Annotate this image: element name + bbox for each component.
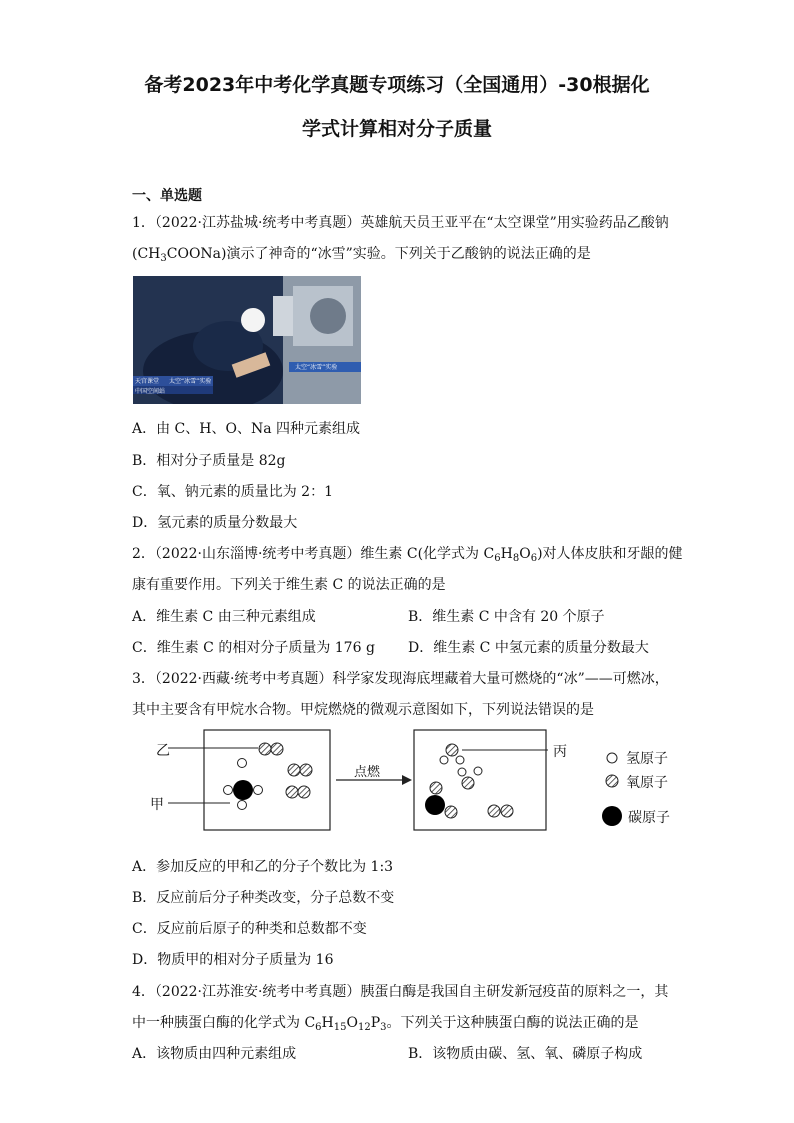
photo-caption-left2: 太空“冰雪”实验 — [169, 378, 212, 385]
legend-oxygen-label: 氧原子 — [626, 775, 668, 791]
reaction-svg — [150, 728, 690, 838]
q3-option-b: B．反应前后分子种类改变，分子总数不变 — [132, 890, 395, 906]
photo-caption-left1: 天宫课堂 — [135, 378, 160, 385]
q4-option-a: A．该物质由四种元素组成 — [132, 1046, 297, 1062]
q1-stem-line1: 1．（2022·江苏盐城·统考中考真题）英雄航天员王亚平在“太空课堂”用实验药品乙酸钠 — [132, 215, 669, 231]
photo-caption-left3: 中国空间站 — [135, 388, 166, 395]
q3-stem-line2: 其中主要含有甲烷水合物。甲烷燃烧的微观示意图如下，下列说法错误的是 — [132, 702, 594, 718]
q1-stem-line2: $(CH_3COONa)$演示了神奇的“冰雪”实验。下列关于乙酸钠的说法正确的是 — [132, 246, 591, 264]
q2-option-b: B．维生素 C 中含有 20 个原子 — [408, 609, 605, 625]
oxygen-molecule — [288, 764, 312, 776]
q2-option-a: A．维生素 C 由三种元素组成 — [132, 609, 316, 625]
q1-option-a: A．由 C、H、O、Na 四种元素组成 — [132, 421, 361, 437]
q1-photo-illustration — [133, 276, 361, 404]
legend-hydrogen-icon — [607, 753, 617, 763]
doc-title-line2: 学式计算相对分子质量 — [301, 118, 492, 140]
label-jia: 甲 — [150, 797, 164, 813]
water-molecule — [440, 744, 464, 764]
q3-stem-line1: 3．（2022·西藏·统考中考真题）科学家发现海底埋藏着大量可燃烧的“冰”——可燃冰， — [132, 671, 669, 687]
q1-option-d: D．氢元素的质量分数最大 — [132, 515, 298, 531]
label-yi: 乙 — [156, 743, 170, 759]
oxygen-molecule — [259, 743, 283, 755]
water-molecule — [458, 767, 482, 789]
product-box — [414, 730, 546, 830]
q3-option-a: A．参加反应的甲和乙的分子个数比为 1:3 — [132, 859, 394, 875]
methane-molecule — [224, 759, 263, 810]
oxygen-molecule — [488, 805, 513, 817]
section-heading: 一、单选题 — [132, 188, 202, 204]
q3-option-d: D．物质甲的相对分子质量为 16 — [132, 952, 334, 968]
carbon-dioxide-molecule — [425, 782, 457, 818]
q4-stem-line2: 中一种胰蛋白酶的化学式为 $C_6H_{15}O_{12}P_3$。下列关于这种胰蛋白酶的说法正确的是 — [132, 1015, 639, 1033]
legend-carbon-label: 碳原子 — [628, 810, 670, 826]
q2-option-d: D．维生素 C 中氢元素的质量分数最大 — [408, 640, 649, 656]
legend-carbon-icon — [602, 806, 622, 826]
doc-title-line1: 备考2023年中考化学真题专项练习（全国通用）-30根据化 — [144, 74, 650, 96]
arrow-label: 点燃 — [354, 765, 381, 780]
q1-option-b: B．相对分子质量是 82g — [132, 453, 286, 469]
photo-caption-right: 太空“冰雪”实验 — [295, 364, 338, 371]
q2-option-c: C．维生素 C 的相对分子质量为 176 g — [132, 640, 375, 656]
legend-oxygen-icon — [606, 775, 618, 787]
q4-option-b: B．该物质由碳、氢、氧、磷原子构成 — [408, 1046, 643, 1062]
label-bing: 丙 — [553, 744, 567, 760]
q4-stem-line1: 4．（2022·江苏淮安·统考中考真题）胰蛋白酶是我国自主研发新冠疫苗的原料之一，其 — [132, 984, 669, 1000]
q2-stem-line1: 2．（2022·山东淄博·统考中考真题）维生素 C(化学式为 $C_6H_8O_6$)对人体皮肤和牙龈的健 — [132, 546, 683, 564]
q3-reaction-diagram — [150, 728, 690, 838]
legend-hydrogen-label: 氢原子 — [626, 751, 668, 767]
oxygen-molecule — [286, 786, 310, 798]
q1-photo — [133, 276, 361, 404]
q2-stem-line2: 康有重要作用。下列关于维生素 C 的说法正确的是 — [132, 577, 446, 593]
q1-option-c: C．氧、钠元素的质量比为 2：1 — [132, 484, 333, 500]
q3-option-c: C．反应前后原子的种类和总数都不变 — [132, 921, 367, 937]
